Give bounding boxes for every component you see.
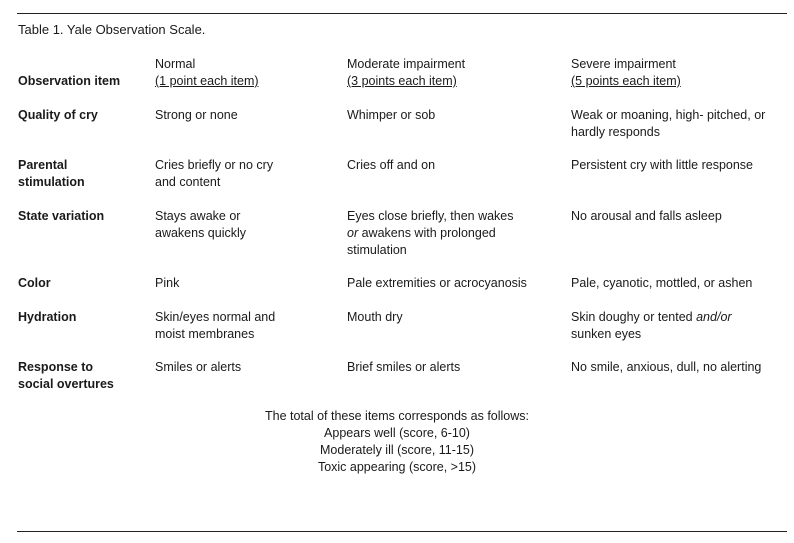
row-normal: Smiles or alerts [155,360,242,374]
row-moderate-text-1: Eyes close briefly, then wakes [347,209,514,223]
row-severe-text-1: Skin doughy or tented [571,310,693,324]
row-normal: Cries briefly or no cry and content [155,158,274,189]
row-severe [571,309,761,343]
row-severe-text-2: sunken eyes [571,327,642,341]
header-normal [155,56,335,90]
header-moderate [347,56,557,90]
header-severe-points: (5 points each item) [571,74,681,88]
row-severe: No arousal and falls asleep [571,209,722,223]
header-severe-title: Severe impairment [571,57,676,71]
row-normal: Stays awake or awakens quickly [155,209,247,240]
row-normal: Pink [155,276,180,290]
row-moderate-or: or [347,226,359,240]
row-moderate: Pale extremities or acrocyanosis [347,276,527,290]
footer-intro: The total of these items corresponds as follows: [264,409,529,423]
header-normal-points: (1 point each item) [155,74,259,88]
row-moderate: Whimper or sob [347,108,436,122]
row-severe: Weak or moaning, high- pitched, or hardly responds [571,108,766,139]
row-item: Quality of cry [18,108,98,122]
bottom-rule [17,531,787,532]
row-severe-andor: and/or [696,310,732,324]
header-moderate-points: (3 points each item) [347,74,457,88]
row-severe: No smile, anxious, dull, no alerting [571,360,762,374]
header-severe [571,56,781,90]
row-moderate [347,208,547,259]
footer-moderately-ill: Moderately ill (score, 11-15) [320,443,474,457]
row-item: Color [18,276,51,290]
row-item: State variation [18,209,105,223]
top-rule [17,13,787,14]
row-severe: Persistent cry with little response [571,158,754,172]
row-normal: Skin/eyes normal and moist membranes [155,310,276,341]
footer-appears-well: Appears well (score, 6-10) [324,426,470,440]
row-item: Hydration [18,310,77,324]
row-moderate: Brief smiles or alerts [347,360,461,374]
row-normal: Strong or none [155,108,238,122]
header-observation-item: Observation item [18,74,121,88]
row-item: Response to social overtures [18,360,114,391]
row-severe: Pale, cyanotic, mottled, or ashen [571,276,753,290]
header-moderate-title: Moderate impairment [347,57,466,71]
table-title: Table 1. Yale Observation Scale. [18,22,206,37]
row-moderate: Mouth dry [347,310,403,324]
row-moderate-text-2: awakens with prolonged stimulation [347,226,496,257]
row-item: Parental stimulation [18,158,85,189]
header-normal-title: Normal [155,57,196,71]
scoring-footer [0,408,794,476]
row-moderate: Cries off and on [347,158,436,172]
footer-toxic-appearing: Toxic appearing (score, >15) [317,460,477,474]
